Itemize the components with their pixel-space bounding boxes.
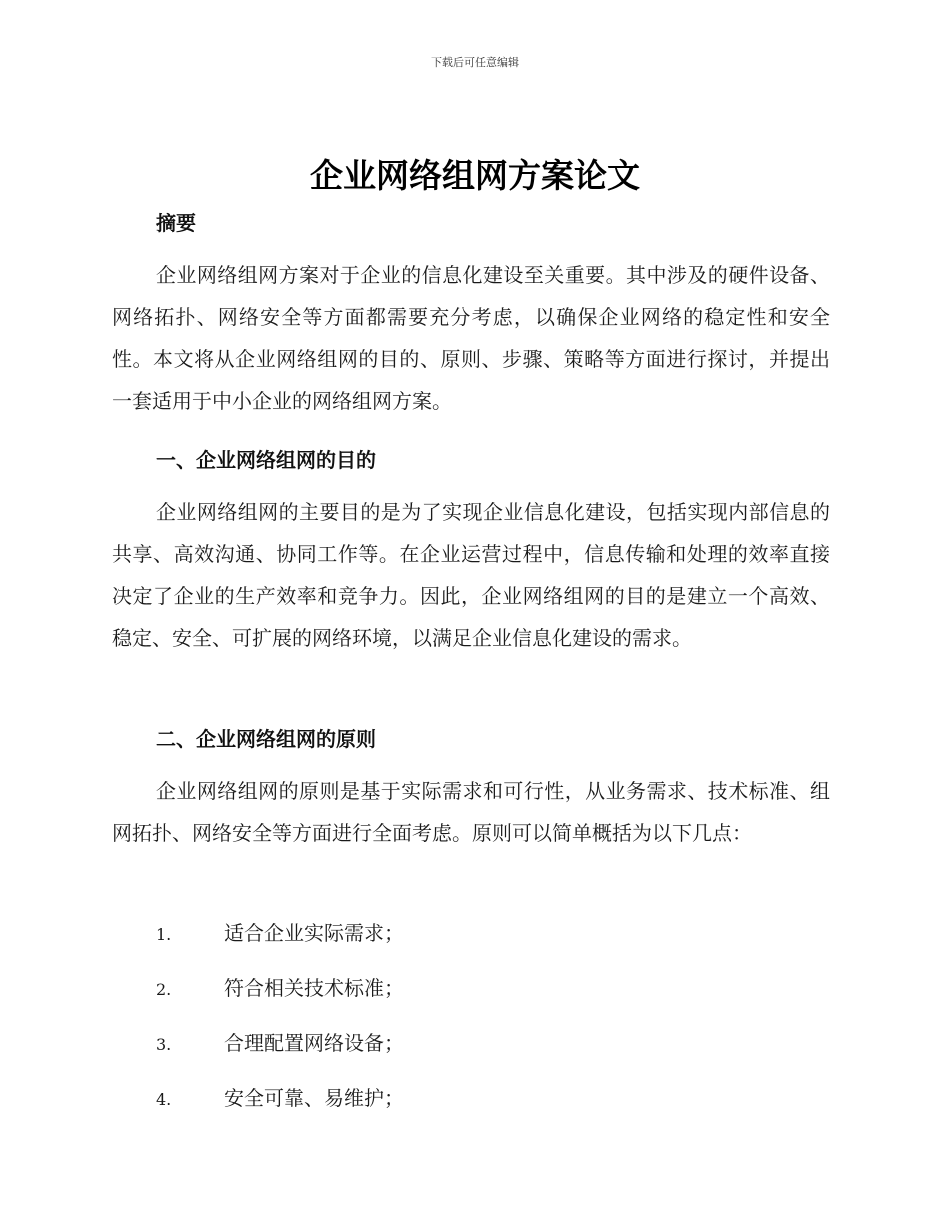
list-text: 安全可靠、易维护； [224,1086,404,1110]
section1-heading: 一、企业网络组网的目的 [156,448,376,472]
list-text: 合理配置网络设备； [224,1031,404,1055]
principle-item-3 [156,1027,404,1056]
list-text: 适合企业实际需求； [224,921,404,945]
list-number: 3. [156,1035,172,1054]
list-number: 1. [156,925,172,944]
principle-item-2 [156,972,404,1001]
document-title: 企业网络组网方案论文 [310,156,640,195]
abstract-heading: 摘要 [156,211,196,235]
section2-heading: 二、企业网络组网的原则 [156,727,376,751]
abstract-paragraph: 企业网络组网方案对于企业的信息化建设至关重要。其中涉及的硬件设备、网络拓扑、网络安全等方面都需要充分考虑，以确保企业网络的稳定性和安全性。本文将从企业网络组网的目的、原则、步骤、策略等方面进行探讨，并提出一套适用于中小企业的网络组网方案。 [112,263,830,413]
list-number: 2. [156,980,172,999]
principle-item-4 [156,1082,404,1111]
page-header-note: 下载后可任意编辑 [431,56,519,69]
list-text: 符合相关技术标准； [224,976,404,1000]
section2-paragraph: 企业网络组网的原则是基于实际需求和可行性，从业务需求、技术标准、组网拓扑、网络安全等方面进行全面考虑。原则可以简单概括为以下几点： [112,779,830,845]
list-number: 4. [156,1090,172,1109]
section1-paragraph: 企业网络组网的主要目的是为了实现企业信息化建设，包括实现内部信息的共享、高效沟通、协同工作等。在企业运营过程中，信息传输和处理的效率直接决定了企业的生产效率和竞争力。因此，企业网络组网的目的是建立一个高效、稳定、安全、可扩展的网络环境，以满足企业信息化建设的需求。 [112,500,830,650]
principle-item-1 [156,917,404,946]
